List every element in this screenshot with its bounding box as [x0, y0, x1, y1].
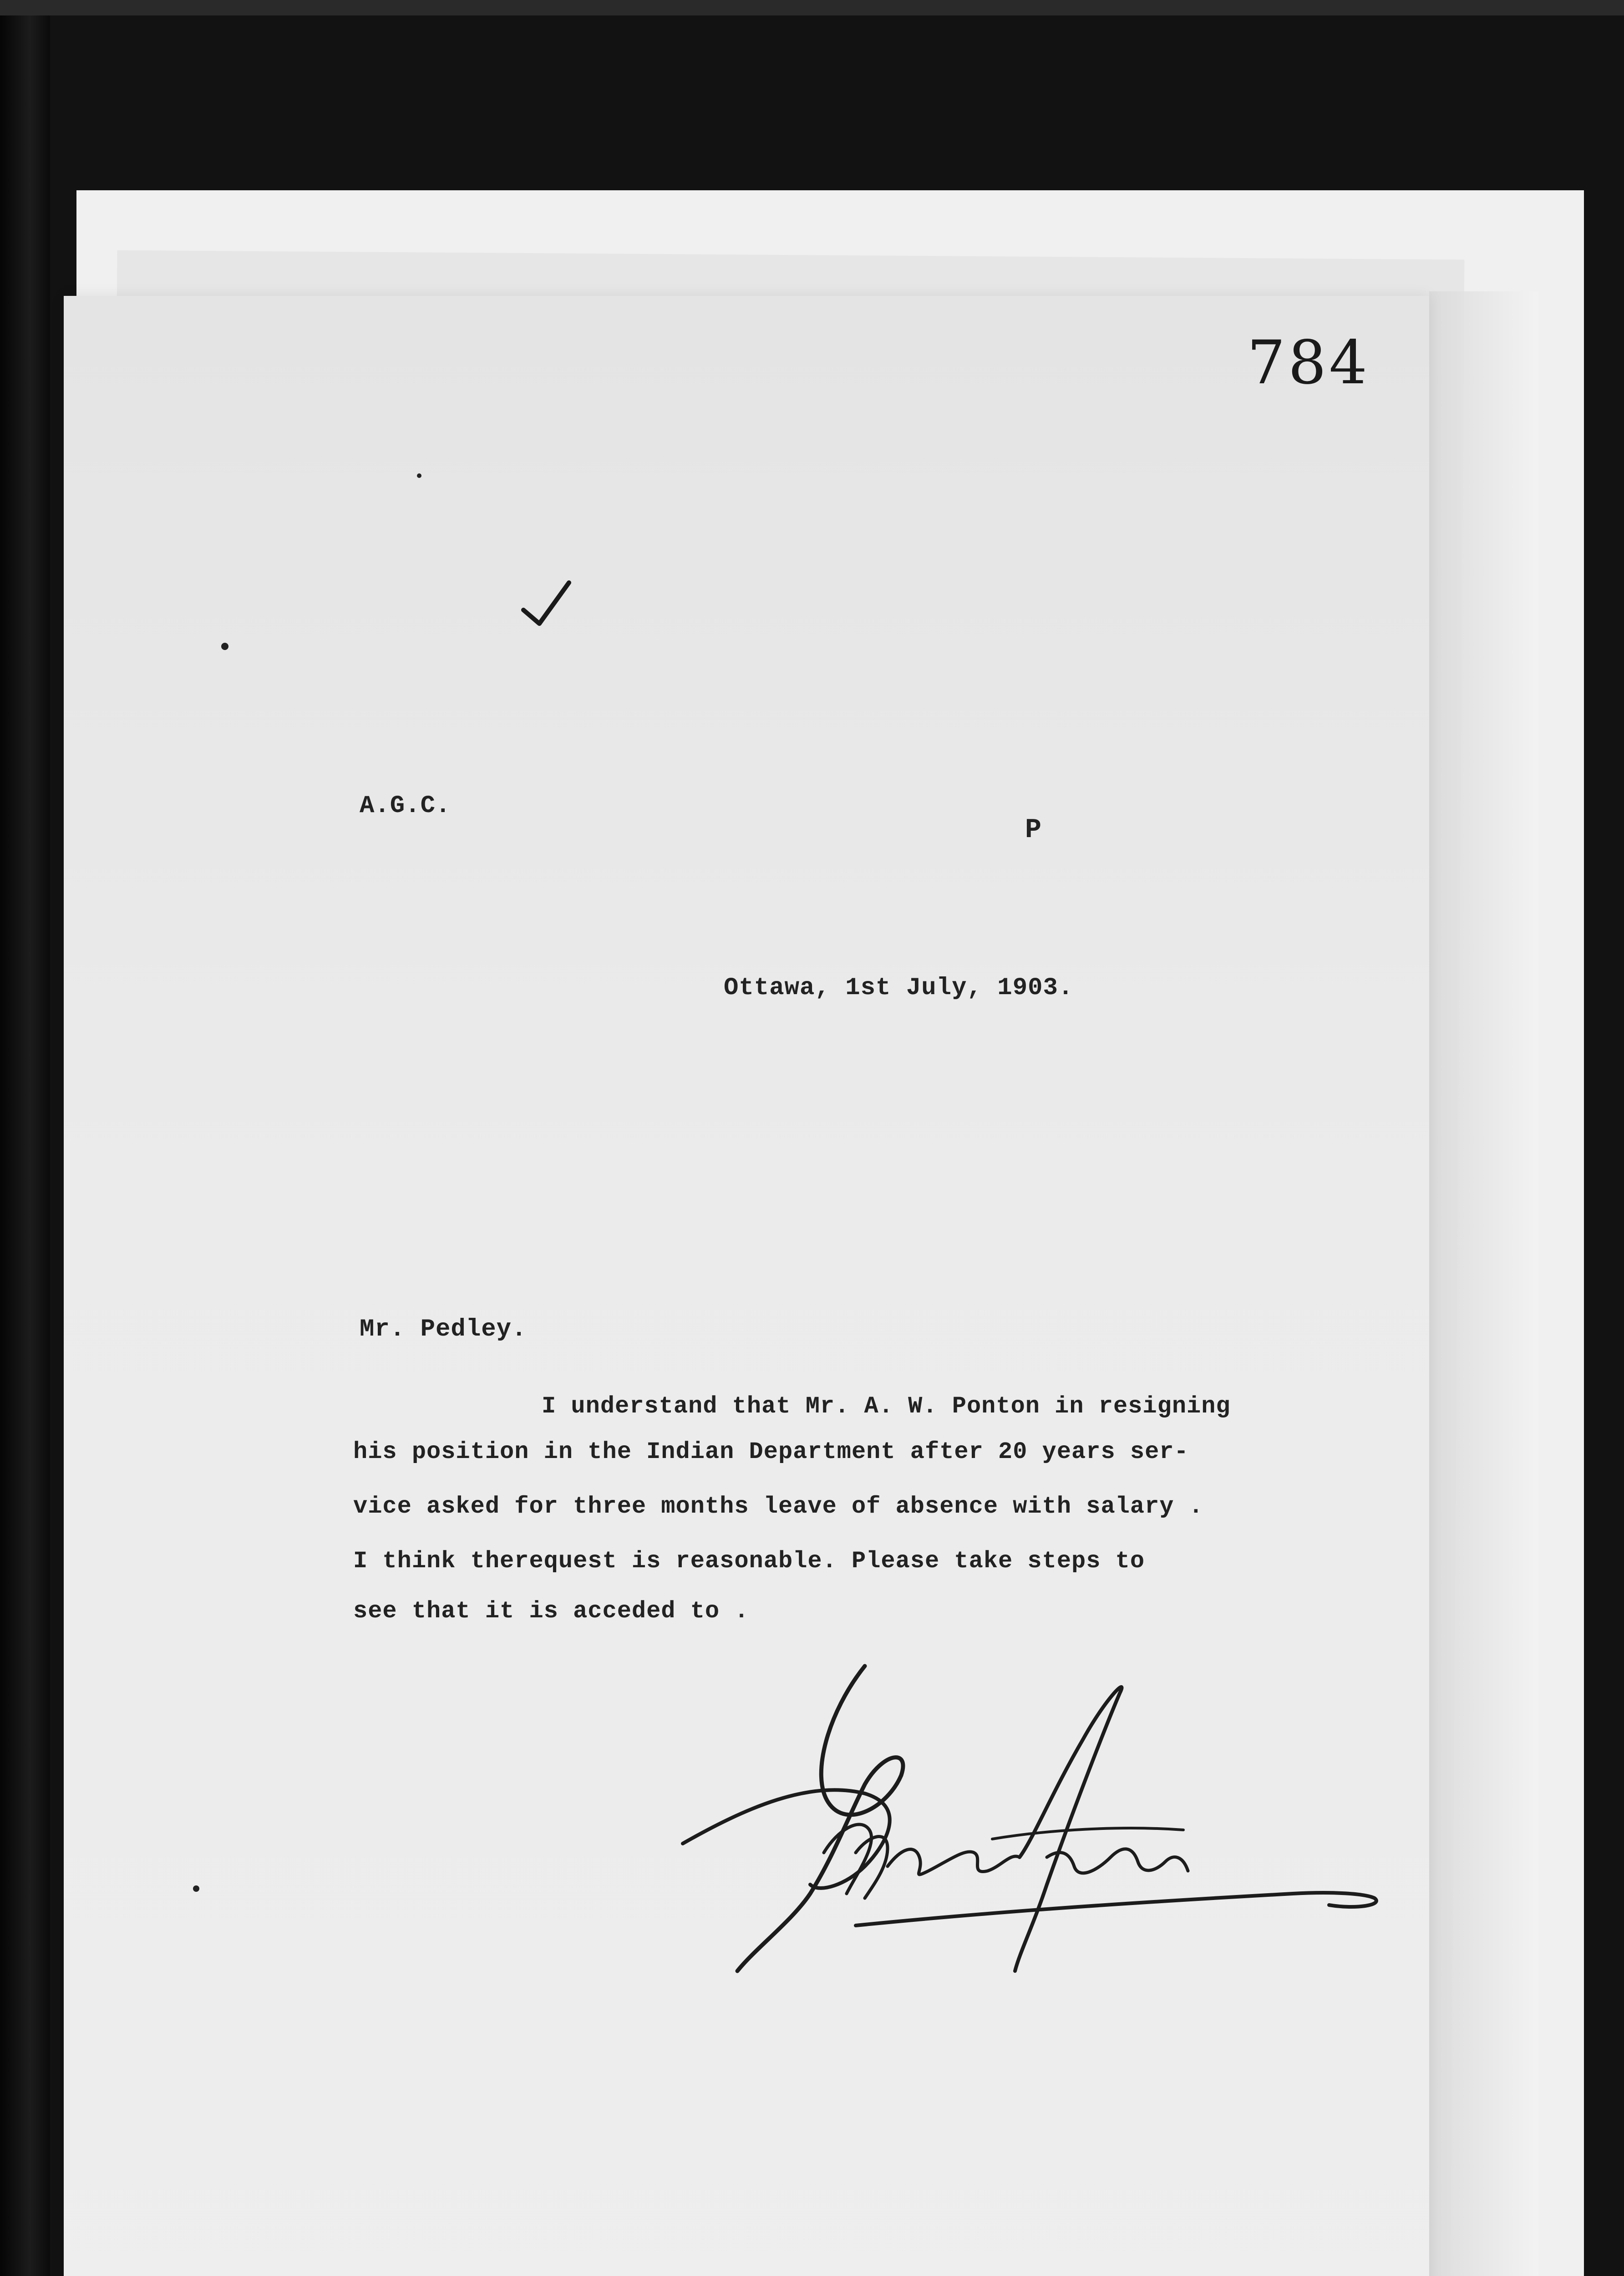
salutation: Mr. Pedley. [360, 1316, 527, 1343]
body-line: I understand that Mr. A. W. Ponton in resigning [542, 1393, 1231, 1420]
film-edge-top [0, 0, 1624, 15]
ink-speck [417, 473, 421, 478]
ink-speck [193, 1885, 199, 1892]
p-mark: P [1025, 815, 1042, 846]
ink-speck [221, 643, 228, 650]
sheet-shadow [1429, 291, 1538, 2276]
body-line: his position in the Indian Department after 20 years ser- [353, 1438, 1189, 1465]
film-edge [0, 0, 50, 2276]
page-number: 784 [1247, 328, 1370, 398]
body-line: see that it is acceded to . [353, 1598, 749, 1625]
body-line: I think therequest is reasonable. Please take steps to [353, 1548, 1145, 1575]
body-line: vice asked for three months leave of absence with salary . [353, 1493, 1203, 1520]
checkmark-icon [519, 578, 573, 628]
date-line: Ottawa, 1st July, 1903. [724, 974, 1074, 1002]
initials: A.G.C. [360, 792, 451, 820]
signature [674, 1657, 1384, 2012]
